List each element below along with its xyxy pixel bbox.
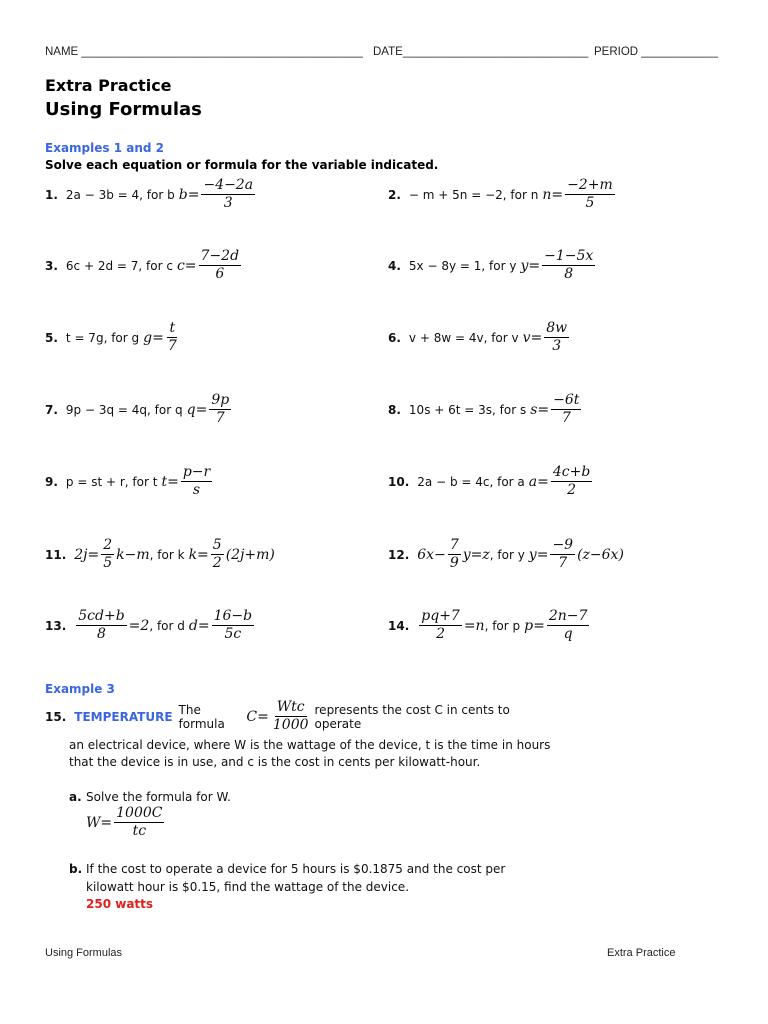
problem-number: 12. (388, 547, 410, 562)
solve-for-text: , for y (489, 547, 525, 562)
problem-equation: 2a − b = 4c, for a (417, 474, 525, 489)
answer-fraction (181, 465, 212, 499)
equation-part: y=z (462, 546, 490, 563)
answer-lhs: t= (161, 473, 179, 490)
problem-number: 6. (388, 330, 401, 345)
problem-equation (74, 609, 149, 643)
problem-number: 3. (45, 258, 58, 273)
problem-7 (45, 393, 233, 427)
fraction-denominator: 2 (567, 482, 577, 499)
fraction-denominator: 9 (449, 555, 459, 572)
answer-lhs: p= (524, 617, 545, 634)
fraction-numerator: 8w (544, 321, 569, 338)
problem-equation: t = 7g, for g (65, 330, 140, 345)
answer-lhs: n= (542, 186, 564, 203)
footer-left: Using Formulas (45, 947, 123, 959)
problem-11 (45, 538, 275, 572)
answer-lhs: d= (188, 617, 210, 634)
period-field: PERIOD ____________ (594, 46, 719, 58)
problem-number: 8. (388, 402, 401, 417)
answer-lhs: k= (188, 546, 209, 563)
answer-lhs: W= (86, 814, 113, 831)
fraction-numerator: 2 (101, 538, 114, 555)
problem-15-line-1 (45, 700, 545, 734)
instructions: Solve each equation or formula for the variable indicated. (45, 158, 439, 172)
equation-fraction (448, 538, 461, 572)
fraction-numerator: 7 (448, 538, 461, 555)
answer-fraction (209, 393, 231, 427)
fraction-denominator: 6 (215, 266, 225, 283)
problem-3 (45, 249, 243, 283)
equation-part: k−m (116, 546, 150, 563)
solve-for-text: , for k (149, 547, 185, 562)
fraction-numerator: t (167, 321, 177, 338)
answer-fraction (201, 178, 255, 212)
fraction-numerator: −1−5x (542, 249, 595, 266)
answer-lhs: v= (522, 329, 543, 346)
problem-equation (417, 538, 489, 572)
fraction-numerator: −9 (550, 538, 575, 555)
answer-lhs: a= (528, 473, 549, 490)
fraction-denominator: 3 (552, 338, 562, 355)
problem-number: 5. (45, 330, 58, 345)
problem-equation: − m + 5n = −2, for n (408, 187, 539, 202)
footer-right: Extra Practice (607, 947, 676, 959)
problem-5 (45, 321, 181, 355)
equation-part: 6x− (417, 546, 446, 563)
problem-8 (388, 393, 583, 427)
date-field: DATE_____________________________ (373, 46, 589, 58)
answer-lhs: q= (186, 401, 208, 418)
answer-expression (189, 538, 275, 572)
fraction-numerator: 7−2d (199, 249, 242, 266)
fraction-denominator: 7 (561, 410, 571, 427)
fraction-denominator: 5 (103, 555, 113, 572)
part-a-answer (86, 806, 166, 840)
fraction-numerator: −2+m (565, 178, 615, 195)
answer-fraction (565, 178, 615, 212)
section-label-examples-1-2: Examples 1 and 2 (45, 141, 164, 155)
fraction-numerator: −4−2a (201, 178, 255, 195)
answer-expression (520, 249, 597, 283)
fraction-numerator: 1000C (114, 806, 164, 823)
fraction-numerator: −6t (551, 393, 581, 410)
answer-fraction (212, 609, 255, 643)
answer-lhs: y= (528, 546, 549, 563)
problem-number: 4. (388, 258, 401, 273)
answer-expression (189, 609, 256, 643)
problem-equation: 6c + 2d = 7, for c (65, 258, 173, 273)
problem-equation: 10s + 6t = 3s, for s (408, 402, 527, 417)
fraction-denominator: s (192, 482, 201, 499)
page-supertitle: Extra Practice (45, 76, 172, 95)
problem-2 (388, 178, 617, 212)
part-a-text: Solve the formula for W. (86, 790, 231, 804)
answer-fraction (114, 806, 164, 840)
formula (246, 700, 312, 734)
problem-equation (74, 538, 149, 572)
fraction-numerator: p−r (181, 465, 212, 482)
problem-number: 2. (388, 187, 401, 202)
problem-13 (45, 609, 256, 643)
fraction-numerator: Wtc (275, 700, 307, 717)
equation-fraction (419, 609, 462, 643)
fraction-denominator: 8 (97, 626, 106, 643)
fraction-denominator: 5c (224, 626, 242, 643)
answer-fraction (551, 393, 581, 427)
fraction-denominator: 2 (212, 555, 222, 572)
answer-expression (161, 465, 214, 499)
after-text: represents the cost C in cents to operate (314, 702, 510, 731)
formula-lhs: C= (246, 708, 269, 725)
problem-number: 11. (45, 547, 67, 562)
fraction-denominator: 5 (585, 195, 595, 212)
answer-expression (524, 609, 591, 643)
answer-lhs: b= (178, 186, 200, 203)
page-title: Using Formulas (45, 99, 202, 120)
problem-1 (45, 178, 257, 212)
problem-15-line-2: an electrical device, where W is the wattage of the device, t is the time in hours (69, 738, 551, 752)
problem-4 (388, 249, 597, 283)
answer-tail: (z−6x) (577, 546, 624, 563)
fraction-denominator: 7 (558, 555, 568, 572)
answer-expression (143, 321, 181, 355)
fraction-numerator: 16−b (212, 609, 255, 626)
fraction-numerator: 5 (211, 538, 224, 555)
problem-number: 15. (45, 709, 67, 724)
problem-15 (45, 700, 545, 734)
fraction-denominator: 7 (215, 410, 225, 427)
problem-equation: 9p − 3q = 4q, for q (65, 402, 183, 417)
equation-part: =n (463, 617, 485, 634)
problem-15-line-3: that the device is in use, and c is the cost in cents per kilowatt-hour. (69, 755, 481, 769)
answer-lhs: s= (530, 401, 550, 418)
fraction-numerator: 2n−7 (547, 609, 590, 626)
fraction-numerator: 4c+b (551, 465, 592, 482)
problem-equation: 5x − 8y = 1, for y (408, 258, 517, 273)
part-b-text-line-2: kilowatt hour is $0.15, find the wattage of the device. (86, 880, 410, 894)
answer-fraction (199, 249, 242, 283)
solve-for-text: , for p (484, 618, 521, 633)
answer-lhs: c= (176, 257, 197, 274)
problem-equation: v + 8w = 4v, for v (408, 330, 519, 345)
answer-expression (529, 465, 595, 499)
problem-12 (388, 538, 624, 572)
part-a-label: a. (69, 790, 82, 804)
solve-for-text: , for d (149, 618, 185, 633)
fraction-denominator: 3 (223, 195, 233, 212)
equation-part: =2 (128, 617, 150, 634)
answer-lhs: g= (143, 329, 164, 346)
answer-expression (529, 538, 624, 572)
answer-expression (86, 806, 166, 840)
answer-expression (187, 393, 234, 427)
fraction-numerator: pq+7 (419, 609, 462, 626)
fraction-denominator: tc (132, 823, 147, 840)
problem-number: 9. (45, 474, 58, 489)
problem-number: 14. (388, 618, 410, 633)
answer-expression (542, 178, 616, 212)
fraction-numerator: 9p (209, 393, 231, 410)
problem-equation (417, 609, 484, 643)
problem-9 (45, 465, 214, 499)
formula-fraction (271, 700, 311, 734)
problem-equation: p = st + r, for t (65, 474, 158, 489)
topic-label: TEMPERATURE (74, 709, 173, 724)
answer-expression (177, 249, 243, 283)
answer-fraction (551, 465, 592, 499)
problem-number: 7. (45, 402, 58, 417)
problem-number: 10. (388, 474, 410, 489)
intro-text: The formula (178, 702, 225, 731)
name-field: NAME ____________________________________________ (45, 46, 363, 58)
equation-fraction (76, 609, 126, 643)
fraction-numerator: 5cd+b (76, 609, 126, 626)
equation-fraction (101, 538, 114, 572)
problem-equation: 2a − 3b = 4, for b (65, 187, 175, 202)
answer-lhs: y= (520, 257, 541, 274)
fraction-denominator: 2 (436, 626, 445, 643)
fraction-denominator: 8 (564, 266, 574, 283)
equation-part: 2j= (74, 546, 100, 563)
problem-number: 1. (45, 187, 58, 202)
answer-fraction (542, 249, 595, 283)
answer-expression (530, 393, 583, 427)
part-b-label: b. (69, 862, 83, 876)
problem-6 (388, 321, 571, 355)
answer-fraction (550, 538, 575, 572)
fraction-denominator: 7 (167, 338, 177, 355)
answer-expression (179, 178, 257, 212)
answer-tail: (2j+m) (225, 546, 275, 563)
problem-number: 13. (45, 618, 67, 633)
answer-fraction (211, 538, 224, 572)
answer-fraction (547, 609, 590, 643)
fraction-denominator: 1000 (272, 717, 309, 734)
section-label-example-3: Example 3 (45, 682, 115, 696)
answer-expression (523, 321, 572, 355)
problem-10 (388, 465, 594, 499)
part-b-text-line-1: If the cost to operate a device for 5 hours is $0.1875 and the cost per (86, 862, 506, 876)
part-b-answer: 250 watts (86, 897, 154, 911)
problem-14 (388, 609, 591, 643)
answer-fraction (166, 321, 179, 355)
answer-fraction (544, 321, 569, 355)
fraction-denominator: q (563, 626, 573, 643)
